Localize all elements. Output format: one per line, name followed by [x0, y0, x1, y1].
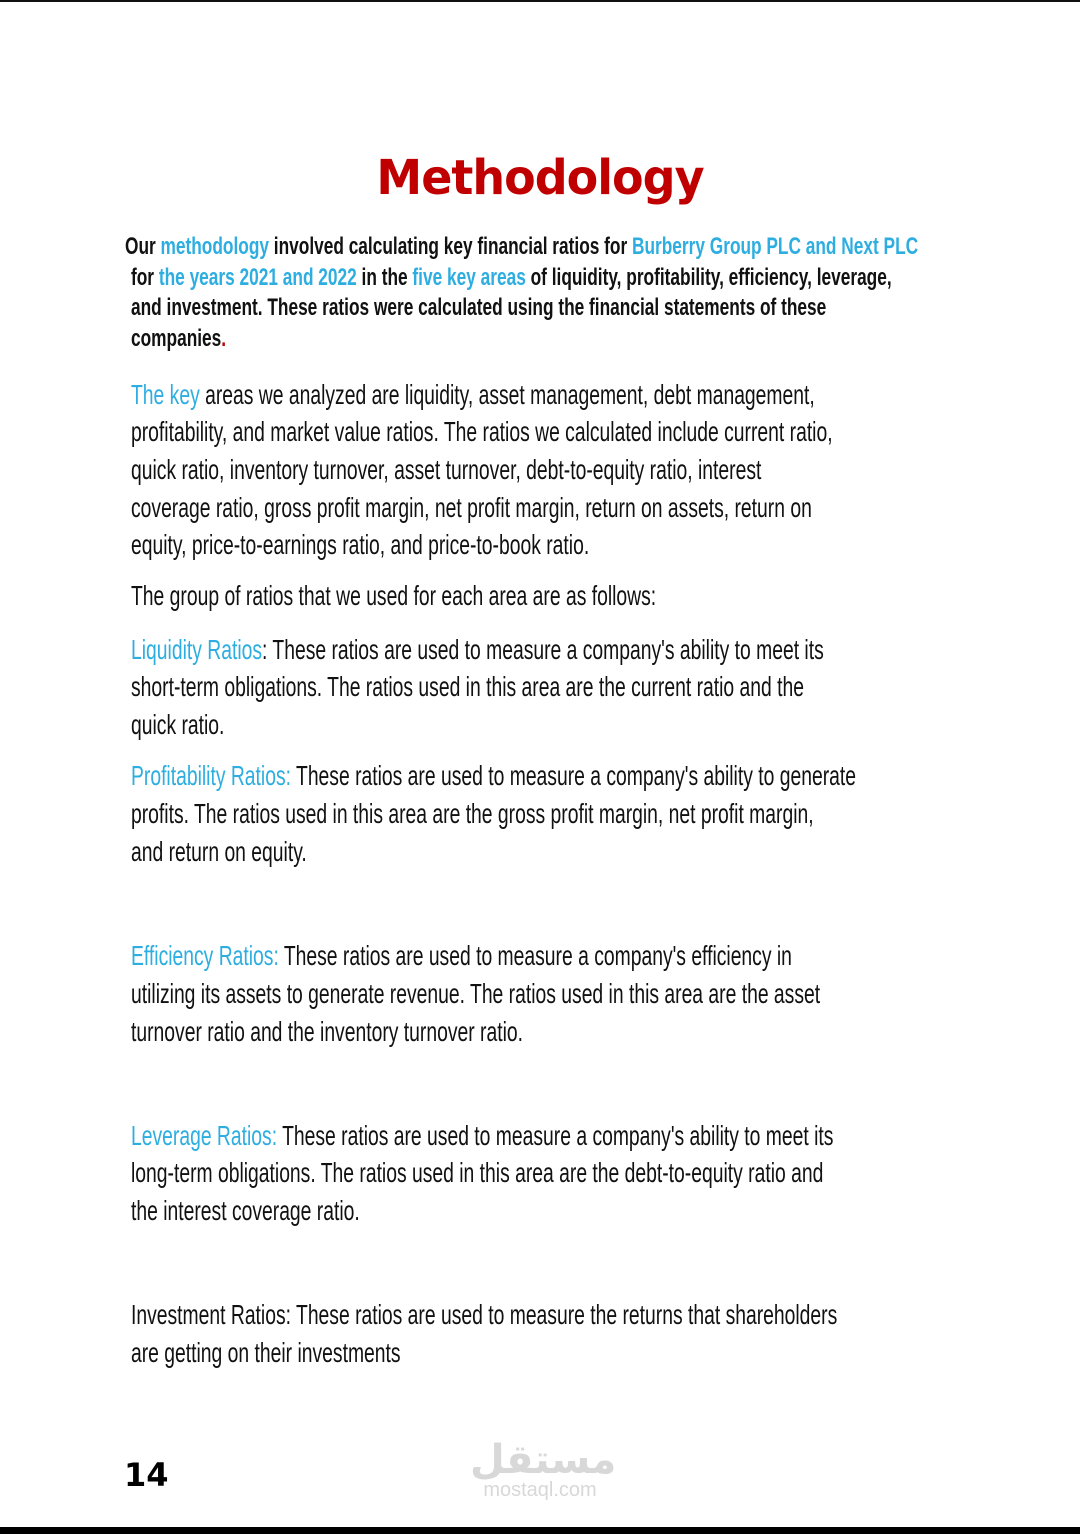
- text-segment: and investment. These ratios were calculated using the financial statements of these: [131, 294, 827, 321]
- watermark-logo: [470, 1437, 617, 1501]
- watermark-latin: mostaql.com: [483, 1479, 597, 1501]
- text-segment: and return on equity.: [131, 836, 307, 867]
- text-line: [131, 1195, 360, 1227]
- text-line: [131, 798, 814, 830]
- text-segment: .: [221, 325, 227, 352]
- text-segment: the interest coverage ratio.: [131, 1195, 360, 1226]
- text-segment: companies: [131, 325, 222, 352]
- text-segment: coverage ratio, gross profit margin, net profit margin, return on assets, return on: [131, 492, 812, 523]
- text-segment: short-term obligations. The ratios used in this area are the current ratio and the: [131, 671, 804, 702]
- text-line: [131, 978, 820, 1010]
- text-line: [131, 416, 833, 448]
- text-line: [125, 233, 918, 261]
- text-segment: turnover ratio and the inventory turnover ratio.: [131, 1016, 523, 1047]
- text-line: [131, 709, 224, 741]
- page-number: 14: [124, 1456, 169, 1494]
- text-line: [131, 634, 824, 666]
- highlighted-text: Liquidity Ratios: [131, 634, 263, 665]
- text-segment: involved calculating key financial ratios for: [269, 233, 632, 260]
- text-segment: utilizing its assets to generate revenue. The ratios used in this area are the asset: [131, 978, 821, 1009]
- text-segment: quick ratio.: [131, 709, 225, 740]
- text-segment: areas we analyzed are liquidity, asset management, debt management,: [199, 379, 815, 410]
- text-segment: for: [131, 264, 159, 291]
- text-segment: profits. The ratios used in this area are the gross profit margin, net profit margin,: [131, 798, 814, 829]
- text-segment: are getting on their investments: [131, 1337, 401, 1368]
- text-line: [131, 454, 761, 486]
- text-segment: Investment Ratios: These ratios are used to measure the returns that shareholders: [131, 1299, 838, 1330]
- highlighted-text: Burberry Group PLC and Next PLC: [631, 233, 919, 260]
- text-segment: The group of ratios that we used for each area are as follows:: [131, 580, 657, 611]
- text-line: [131, 529, 589, 561]
- bottom-border: [0, 1527, 1080, 1534]
- text-line: [131, 580, 656, 612]
- text-segment: profitability, and market value ratios. The ratios we calculated include current ratio,: [131, 416, 833, 447]
- text-segment: These ratios are used to measure a company's efficiency in: [278, 940, 792, 971]
- highlighted-text: Efficiency Ratios:: [131, 940, 279, 971]
- text-line: [131, 1157, 823, 1189]
- text-line: [131, 294, 826, 322]
- text-line: [131, 836, 307, 868]
- highlighted-text: Leverage Ratios:: [131, 1120, 278, 1151]
- text-line: [131, 492, 812, 524]
- highlighted-text: the years 2021 and 2022: [158, 264, 357, 291]
- text-segment: of liquidity, profitability, efficiency, leverage,: [525, 264, 892, 291]
- text-segment: equity, price-to-earnings ratio, and price-to-book ratio.: [131, 529, 590, 560]
- text-line: [131, 325, 226, 353]
- text-line: [131, 264, 892, 292]
- text-segment: quick ratio, inventory turnover, asset turnover, debt-to-equity ratio, interest: [131, 454, 762, 485]
- text-line: [131, 671, 804, 703]
- highlighted-text: methodology: [160, 233, 269, 260]
- text-segment: Our: [125, 233, 161, 260]
- text-line: [131, 760, 856, 792]
- text-line: [131, 1299, 837, 1331]
- text-segment: These ratios are used to measure a company's ability to generate: [290, 760, 856, 791]
- text-line: [131, 1337, 401, 1369]
- text-segment: : These ratios are used to measure a company's ability to meet its: [262, 634, 824, 665]
- text-segment: long-term obligations. The ratios used in this area are the debt-to-equity ratio and: [131, 1157, 824, 1188]
- top-border: [0, 0, 1080, 2]
- text-line: [131, 940, 792, 972]
- text-line: [131, 379, 815, 411]
- highlighted-text: five key areas: [412, 264, 526, 291]
- watermark-arabic: مستقل: [470, 1437, 617, 1483]
- page-title: Methodology: [376, 148, 704, 206]
- text-segment: These ratios are used to measure a company's ability to meet its: [277, 1120, 834, 1151]
- highlighted-text: Profitability Ratios:: [131, 760, 291, 791]
- text-line: [131, 1016, 523, 1048]
- text-segment: in the: [356, 264, 413, 291]
- text-line: [131, 1120, 833, 1152]
- highlighted-text: The key: [131, 379, 200, 410]
